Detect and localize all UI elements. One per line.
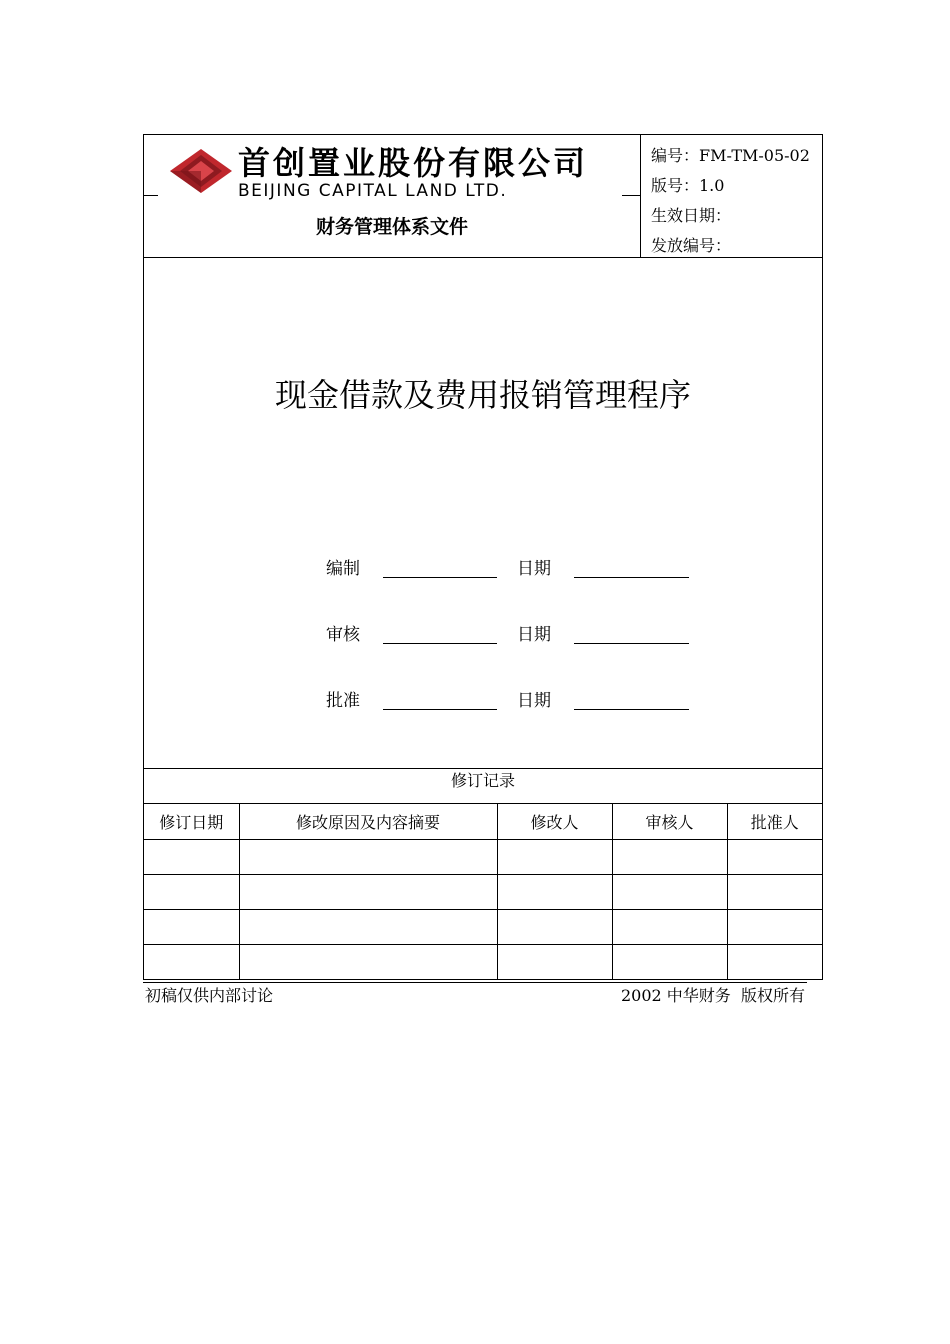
document-frame: [143, 134, 823, 980]
col-modifier: 修改人: [497, 804, 612, 839]
sign-label-review: 审核: [326, 625, 360, 645]
table-cell[interactable]: [239, 944, 497, 979]
col-revision-summary: 修改原因及内容摘要: [239, 804, 497, 839]
company-logo: [170, 143, 610, 199]
revision-table: [144, 804, 822, 979]
logo-chinese-name: 首创置业股份有限公司: [238, 144, 589, 182]
table-cell[interactable]: [612, 944, 727, 979]
table-cell[interactable]: [144, 874, 239, 909]
table-cell[interactable]: [497, 839, 612, 874]
col-reviewer: 审核人: [612, 804, 727, 839]
document-title: 现金借款及费用报销管理程序: [274, 376, 691, 414]
footer-copyright: 2002 中华财务 版权所有: [621, 986, 805, 1005]
table-row: [144, 839, 822, 874]
table-row: [144, 874, 822, 909]
date-label-review: 日期: [517, 625, 551, 645]
revision-header-row: [144, 804, 822, 839]
header-tick: [622, 195, 640, 196]
table-cell[interactable]: [144, 839, 239, 874]
table-cell[interactable]: [612, 874, 727, 909]
sign-line-compile[interactable]: [383, 577, 497, 578]
table-row: [144, 944, 822, 979]
document-meta: [651, 141, 810, 261]
footer-divider: [143, 982, 807, 983]
date-label-compile: 日期: [517, 559, 551, 579]
header-tick: [144, 195, 158, 196]
meta-version: 版号：1.0: [651, 176, 725, 195]
revision-record-title: 修订记录: [144, 768, 822, 804]
logo-english-name: BEIJING CAPITAL LAND LTD.: [238, 181, 508, 201]
table-cell[interactable]: [239, 874, 497, 909]
table-cell[interactable]: [497, 874, 612, 909]
table-cell[interactable]: [239, 909, 497, 944]
sign-line-review[interactable]: [383, 643, 497, 644]
sign-label-approve: 批准: [326, 691, 360, 711]
table-row: [144, 909, 822, 944]
col-approver: 批准人: [727, 804, 822, 839]
date-line-review[interactable]: [574, 643, 689, 644]
table-cell[interactable]: [144, 944, 239, 979]
col-revision-date: 修订日期: [144, 804, 239, 839]
date-label-approve: 日期: [517, 691, 551, 711]
sign-label-compile: 编制: [326, 559, 360, 579]
table-cell[interactable]: [144, 909, 239, 944]
table-cell[interactable]: [497, 944, 612, 979]
system-title: 财务管理体系文件: [315, 216, 468, 238]
header-divider: [640, 135, 641, 257]
table-cell[interactable]: [497, 909, 612, 944]
table-cell[interactable]: [727, 909, 822, 944]
table-cell[interactable]: [239, 839, 497, 874]
table-cell[interactable]: [727, 944, 822, 979]
meta-doc-number: 编号：FM-TM-05-02: [651, 146, 810, 165]
table-cell[interactable]: [727, 839, 822, 874]
meta-effective-date: 生效日期：: [651, 206, 732, 225]
date-line-approve[interactable]: [574, 709, 689, 710]
table-cell[interactable]: [612, 909, 727, 944]
meta-issue-number: 发放编号：: [651, 236, 732, 255]
logo-diamond-icon: [170, 149, 232, 193]
footer-draft-note: 初稿仅供内部讨论: [145, 986, 274, 1005]
table-cell[interactable]: [727, 874, 822, 909]
sign-line-approve[interactable]: [383, 709, 497, 710]
date-line-compile[interactable]: [574, 577, 689, 578]
document-header: [144, 135, 822, 258]
table-cell[interactable]: [612, 839, 727, 874]
